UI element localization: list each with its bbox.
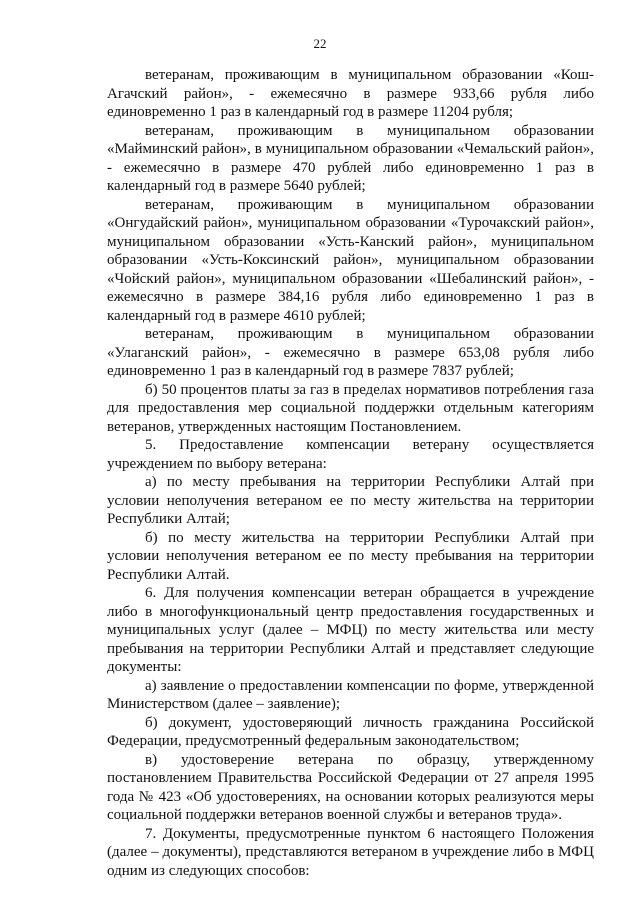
paragraph-ongudai-group: ветеранам, проживающим в муниципальном образовании «Онгудайский район», муниципальном образовании «Турочакский район», муниципальном образовании «Усть-Канский район», муниципальном образовании «Усть-Коксинский район», муниципальном образовании «Чойский район», муниципальном образовании «Шебалинский район», - ежемесячно в размере 384,16 рубля либо единовременно 1 раз в календарный год в размере 4610 рублей;	[107, 196, 594, 324]
paragraph-item-5b: б) по месту жительства на территории Республики Алтай при условии неполучения ветераном ее по месту пребывания на территории Республики Алтай.	[107, 529, 594, 583]
paragraph-item-6b: б) документ, удостоверяющий личность гражданина Российской Федерации, предусмотренный федеральным законодательством;	[107, 714, 594, 749]
paragraph-ulagan: ветеранам, проживающим в муниципальном образовании «Улаганский район», - ежемесячно в размере 653,08 рубля либо единовременно 1 раз в календарный год в размере 7837 рублей;	[107, 326, 594, 379]
paragraph-item-6: 6. Для получения компенсации ветеран обращается в учреждение либо в многофункциональный центр предоставления государственных и муниципальных услуг (далее – МФЦ) по месту жительства или месту пребывания на территории Республики Алтай и представляет следующие документы:	[107, 585, 594, 675]
paragraph-item-7: 7. Документы, предусмотренные пунктом 6 настоящего Положения (далее – документы), представляются ветераном в учреждение либо в МФЦ одним из следующих способов:	[107, 825, 594, 879]
document-body	[107, 66, 594, 880]
paragraph-maima-chemal: ветеранам, проживающим в муниципальном образовании «Майминский район», в муниципальном образовании «Чемальский район», - ежемесячно в размере 470 рублей либо единовременно 1 раз в календарный год в размере 5640 рублей;	[107, 122, 594, 194]
paragraph-item-5: 5. Предоставление компенсации ветерану осуществляется учреждением по выбору ветерана:	[107, 437, 594, 472]
paragraph-item-6a: а) заявление о предоставлении компенсации по форме, утвержденной Министерством (далее – заявление);	[107, 677, 594, 712]
paragraph-kosh-agach: ветеранам, проживающим в муниципальном образовании «Кош-Агачский район», - ежемесячно в размере 933,66 рубля либо единовременно 1 раз в календарный год в размере 11204 рубля;	[107, 67, 594, 120]
paragraph-gas-payment: б) 50 процентов платы за газ в пределах нормативов потребления газа для предоставления мер социальной поддержки отдельным категориям ветеранов, утвержденных настоящим Постановлением.	[107, 381, 594, 435]
paragraph-item-6v: в) удостоверение ветерана по образцу, утвержденному постановлением Правительства Российской Федерации от 27 апреля 1995 года № 423 «Об удостоверениях, на основании которых реализуются меры социальной поддержки ветеранов военной службы и ветеранов труда».	[107, 751, 594, 823]
paragraph-item-5a: а) по месту пребывания на территории Республики Алтай при условии неполучения ветераном ее по месту жительства на территории Республики Алтай;	[107, 474, 594, 527]
page-number: 22	[313, 36, 327, 51]
